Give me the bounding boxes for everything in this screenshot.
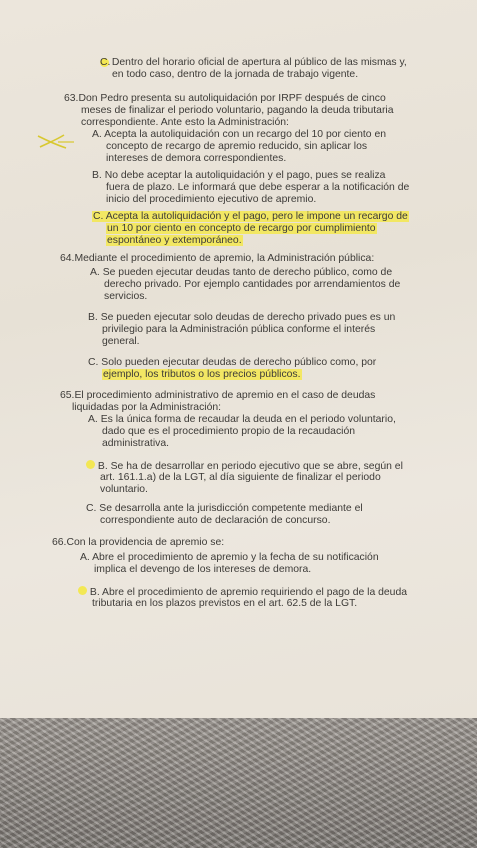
- q65-option-a-2: dado que es el procedimiento propio de la recaudación: [102, 426, 356, 437]
- q64-option-c-1: C. Solo pueden ejecutar deudas de derecho público como, por: [88, 357, 377, 368]
- q66-option-b-2: tributaria en los plazos previstos en el art. 62.5 de la LGT.: [92, 598, 358, 609]
- q64-option-b-3: general.: [102, 336, 140, 347]
- q65-option-c-1: C. Se desarrolla ante la jurisdicción competente mediante el: [86, 503, 363, 514]
- q64-option-b-1: B. Se pueden ejecutar solo deudas de derecho privado pues es un: [88, 312, 396, 323]
- q63-stem-3: correspondiente. Ante esto la Administración:: [81, 117, 289, 128]
- text-line: B. Abre el procedimiento de apremio requiriendo el pago de la deuda: [89, 587, 408, 598]
- q64-option-a-1: A. Se pueden ejecutar deudas tanto de derecho público, como de: [90, 267, 393, 278]
- answer-mark-circle: [86, 460, 95, 469]
- answer-mark-circle: [100, 58, 109, 67]
- q65-option-c-2: correspondiente auto de declaración de concurso.: [100, 515, 331, 526]
- q64-option-a-2: derecho privado. Por ejemplo cantidades por arrendamientos de: [104, 279, 401, 290]
- option-letter: C.: [100, 57, 111, 68]
- q66-option-a-2: implica el devengo de los intereses de demora.: [94, 564, 312, 575]
- fur-blanket-background: [0, 718, 477, 848]
- q63-option-c-3: [106, 235, 243, 247]
- q63-option-b-2: fuera de plazo. Le informará que debe esperar a la notificación de: [106, 182, 410, 193]
- q64-option-c-2: [102, 369, 302, 381]
- q64-option-a-3: servicios.: [104, 291, 148, 302]
- q66-option-b-1: [78, 586, 407, 599]
- q65-stem-1: 65.El procedimiento administrativo de apremio en el caso de deudas: [60, 390, 376, 401]
- q65-option-a-3: administrativa.: [102, 438, 169, 449]
- highlighted-text: un 10 por ciento en concepto de recargo por cumplimiento: [107, 223, 376, 234]
- prev-option-c-line1: [100, 57, 407, 69]
- prev-option-c-line2: en todo caso, dentro de la jornada de trabajo vigente.: [112, 69, 359, 80]
- highlighted-text: C. Acepta la autoliquidación y el pago, pero le impone un recargo de: [93, 211, 408, 222]
- q64-option-b-2: privilegio para la Administración pública conforme el interés: [102, 324, 376, 335]
- q65-option-a-1: A. Es la única forma de recaudar la deuda en el periodo voluntario,: [88, 414, 396, 425]
- q64-stem-1: 64.Mediante el procedimiento de apremio, la Administración pública:: [60, 253, 375, 264]
- q63-option-c-2: [106, 223, 377, 235]
- q65-option-b-3: voluntario.: [100, 484, 148, 495]
- q65-option-b-2: art. 161.1.a) de la LGT, al día siguiente de finalizar el periodo: [100, 472, 381, 483]
- q63-option-a-3: intereses de demora correspondientes.: [106, 153, 287, 164]
- q63-stem-1: 63.Don Pedro presenta su autoliquidación por IRPF después de cinco: [64, 93, 386, 104]
- q66-stem-1: 66.Con la providencia de apremio se:: [52, 537, 225, 548]
- text-line: B. Se ha de desarrollar en periodo ejecutivo que se abre, según el: [97, 461, 403, 472]
- q63-option-a-2: concepto de recargo de apremio reducido, sin aplicar los: [106, 141, 368, 152]
- q63-stem-2: meses de finalizar el periodo voluntario, pagando la deuda tributaria: [81, 105, 394, 116]
- q63-option-b-3: inicio del procedimiento ejecutivo de apremio.: [106, 194, 317, 205]
- q63-option-b-1: B. No debe aceptar la autoliquidación y el pago, pues se realiza: [92, 170, 386, 181]
- answer-mark-circle: [78, 586, 87, 595]
- handwritten-x-mark: [36, 132, 76, 150]
- q65-option-b-1: [86, 460, 403, 473]
- q63-option-c-1: [92, 211, 409, 223]
- q63-option-a-1: A. Acepta la autoliquidación con un recargo del 10 por ciento en: [92, 129, 387, 140]
- text-line: Dentro del horario oficial de apertura al público de las mismas y,: [111, 57, 407, 68]
- highlighted-text: ejemplo, los tributos o los precios públicos.: [103, 369, 301, 380]
- q65-stem-2: liquidadas por la Administración:: [72, 402, 222, 413]
- q66-option-a-1: A. Abre el procedimiento de apremio y la fecha de su notificación: [80, 552, 379, 563]
- highlighted-text: espontáneo y extemporáneo.: [107, 235, 242, 246]
